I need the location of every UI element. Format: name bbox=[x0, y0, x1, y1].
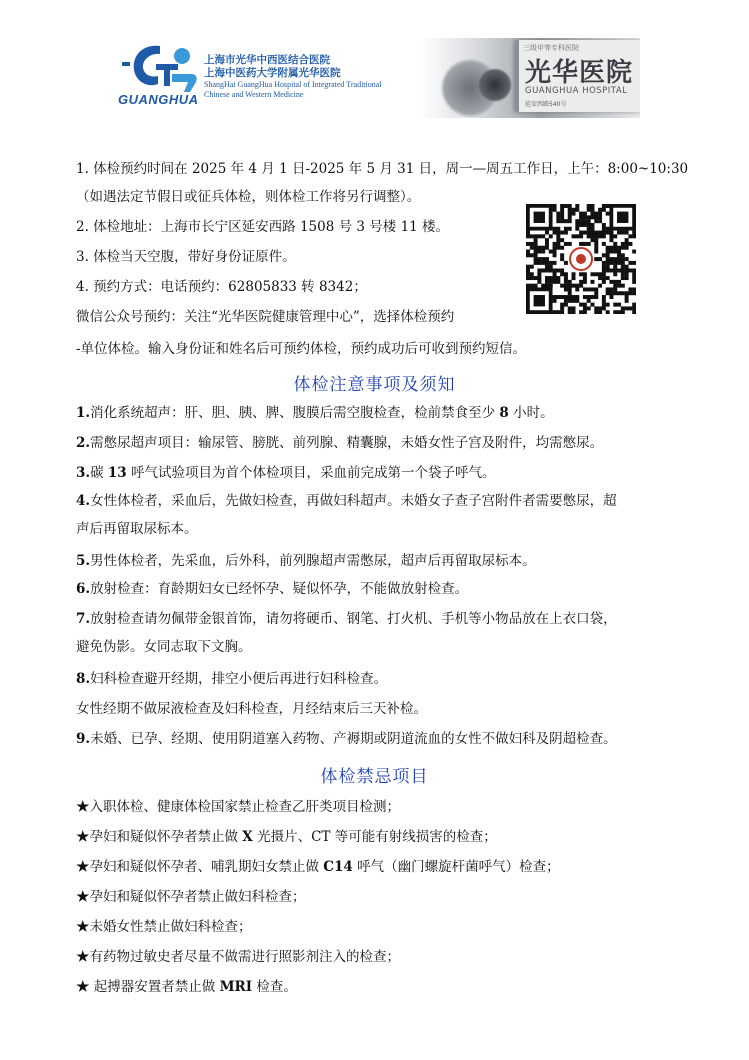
contraindication-line bbox=[76, 826, 497, 848]
sign-address: 延安西路540号 bbox=[525, 101, 567, 108]
hospital-name-cn-1: 上海市光华中西医结合医院 bbox=[204, 54, 330, 66]
intro-line-6: 微信公众号预约：关注“光华医院健康管理中心”，选择体检预约 bbox=[76, 309, 455, 325]
note-text: 放射检查：育龄期妇女已经怀孕、疑似怀孕，不能做放射检查。 bbox=[90, 581, 469, 597]
hospital-name-en-2: Chinese and Western Medicine bbox=[204, 90, 304, 99]
note-text: 声后再留取尿标本。 bbox=[76, 521, 198, 537]
note-line bbox=[76, 608, 617, 630]
sign-big-text: 光华医院 bbox=[525, 58, 634, 88]
note-text: 女性体检者，采血后，先做妇检查，再做妇科超声。未婚女子查子宫附件者需要憋尿，超 bbox=[90, 493, 617, 509]
note-text: 妇科检查避开经期，排空小便后再进行妇科检查。 bbox=[90, 671, 388, 687]
note-text: 避免伪影。女同志取下文胸。 bbox=[76, 639, 252, 655]
note-number: 6. bbox=[76, 581, 91, 597]
note-line bbox=[76, 462, 495, 484]
contraindication-text: ★ 起搏器安置者禁止做 bbox=[76, 979, 220, 995]
note-bold-value: 13 bbox=[107, 465, 127, 481]
note-text: 女性经期不做尿液检查及妇科检查，月经结束后三天补检。 bbox=[76, 701, 427, 717]
qr-code-icon bbox=[526, 204, 636, 314]
header bbox=[120, 38, 640, 118]
note-number: 1. bbox=[76, 405, 91, 421]
note-number: 8. bbox=[76, 671, 91, 687]
note-line bbox=[76, 432, 603, 454]
note-line bbox=[76, 402, 554, 424]
section-title-notes: 体检注意事项及须知 bbox=[293, 375, 456, 395]
note-text-tail: 呼气试验项目为首个体检项目，采血前完成第一个袋子呼气。 bbox=[126, 465, 496, 481]
logo-emblem-icon bbox=[120, 40, 205, 95]
note-line bbox=[76, 636, 252, 658]
contraindication-text: ★孕妇和疑似怀孕者、哺乳期妇女禁止做 bbox=[76, 859, 324, 875]
note-text: 消化系统超声：肝、胆、胰、脾、腹膜后需空腹检查，检前禁食至少 bbox=[90, 405, 500, 421]
note-text: 需憋尿超声项目：输尿管、膀胱、前列腺、精囊腺，未婚女性子宫及附件，均需憋尿。 bbox=[90, 435, 604, 451]
note-number: 3. bbox=[76, 465, 91, 481]
intro-line-2: （如遇法定节假日或征兵体检，则体检工作将另行调整）。 bbox=[76, 189, 421, 205]
hospital-name-en-1: ShangHai GuangHua Hospital of Integrated Traditional bbox=[204, 80, 382, 89]
contraindication-text: ★有药物过敏史者尽量不做需进行照影剂注入的检查； bbox=[76, 949, 400, 965]
sign-small-text: 三级甲等专科医院 bbox=[523, 44, 579, 52]
logo-wordmark: GUANGHUA bbox=[118, 92, 199, 107]
note-line bbox=[76, 728, 617, 750]
contraindication-text: ★孕妇和疑似怀孕者禁止做 bbox=[76, 829, 243, 845]
note-number: 5. bbox=[76, 553, 91, 569]
contraindication-line bbox=[76, 946, 400, 968]
hospital-name-cn-2: 上海中医药大学附属光华医院 bbox=[204, 67, 341, 79]
note-text-tail: 小时。 bbox=[508, 405, 554, 421]
intro-line-7: -单位体检。输入身份证和姓名后可预约体检，预约成功后可收到预约短信。 bbox=[76, 341, 527, 357]
note-number: 7. bbox=[76, 611, 91, 627]
note-line bbox=[76, 490, 617, 512]
note-number: 4. bbox=[76, 493, 91, 509]
hospital-names bbox=[204, 54, 382, 100]
intro-line-4: 3. 体检当天空腹，带好身份证原件。 bbox=[76, 249, 296, 265]
contraindication-text: ★孕妇和疑似怀孕者禁止做妇科检查； bbox=[76, 889, 306, 905]
note-text: 碳 bbox=[90, 465, 108, 481]
contraindication-bold: MRI bbox=[219, 979, 253, 995]
contraindication-text: ★入职体检、健康体检国家禁止检查乙肝类项目检测； bbox=[76, 799, 400, 815]
note-line bbox=[76, 698, 427, 720]
contraindication-line bbox=[76, 886, 306, 908]
contraindication-text-tail: 检查。 bbox=[252, 979, 297, 995]
section-title-contraindications: 体检禁忌项目 bbox=[320, 767, 429, 787]
contraindication-text-tail: 光摄片、CT 等可能有射线损害的检查； bbox=[252, 829, 497, 845]
note-number: 9. bbox=[76, 731, 91, 747]
intro-line-3: 2. 体检地址：上海市长宁区延安西路 1508 号 3 号楼 11 楼。 bbox=[76, 219, 450, 235]
contraindication-line bbox=[76, 976, 297, 998]
hospital-sign bbox=[516, 40, 640, 112]
note-line bbox=[76, 550, 536, 572]
hospital-photo-banner bbox=[420, 38, 640, 118]
intro-line-5: 4. 预约方式：电话预约：62805833 转 8342； bbox=[76, 279, 367, 295]
hospital-logo bbox=[120, 40, 205, 110]
contraindication-line bbox=[76, 856, 560, 878]
note-bold-value: 8 bbox=[499, 405, 509, 421]
sign-en-text: GUANGHUA HOSPITAL bbox=[525, 86, 628, 96]
intro-line-1: 1. 体检预约时间在 2025 年 4 月 1 日-2025 年 5 月 31 日，周一—周五工作日，上午：8:00~10:30 bbox=[76, 161, 689, 177]
contraindication-bold: X bbox=[242, 829, 253, 845]
qr-code[interactable] bbox=[526, 204, 636, 314]
contraindication-bold: C14 bbox=[323, 859, 353, 875]
contraindication-line bbox=[76, 796, 400, 818]
note-text: 未婚、已孕、经期、使用阴道塞入药物、产褥期或阴道流血的女性不做妇科及阴超检查。 bbox=[90, 731, 617, 747]
banner-shadow-2 bbox=[478, 68, 512, 102]
contraindication-text-tail: 呼气（幽门螺旋杆菌呼气）检查； bbox=[352, 859, 560, 875]
note-text: 放射检查请勿佩带金银首饰，请勿将硬币、钢笔、打火机、手机等小物品放在上衣口袋， bbox=[90, 611, 617, 627]
note-number: 2. bbox=[76, 435, 91, 451]
note-line bbox=[76, 668, 387, 690]
contraindication-text: ★未婚女性禁止做妇科检查； bbox=[76, 919, 252, 935]
note-line bbox=[76, 518, 198, 540]
contraindication-line bbox=[76, 916, 252, 938]
note-text: 男性体检者，先采血，后外科，前列腺超声需憋尿，超声后再留取尿标本。 bbox=[90, 553, 536, 569]
note-line bbox=[76, 578, 468, 600]
